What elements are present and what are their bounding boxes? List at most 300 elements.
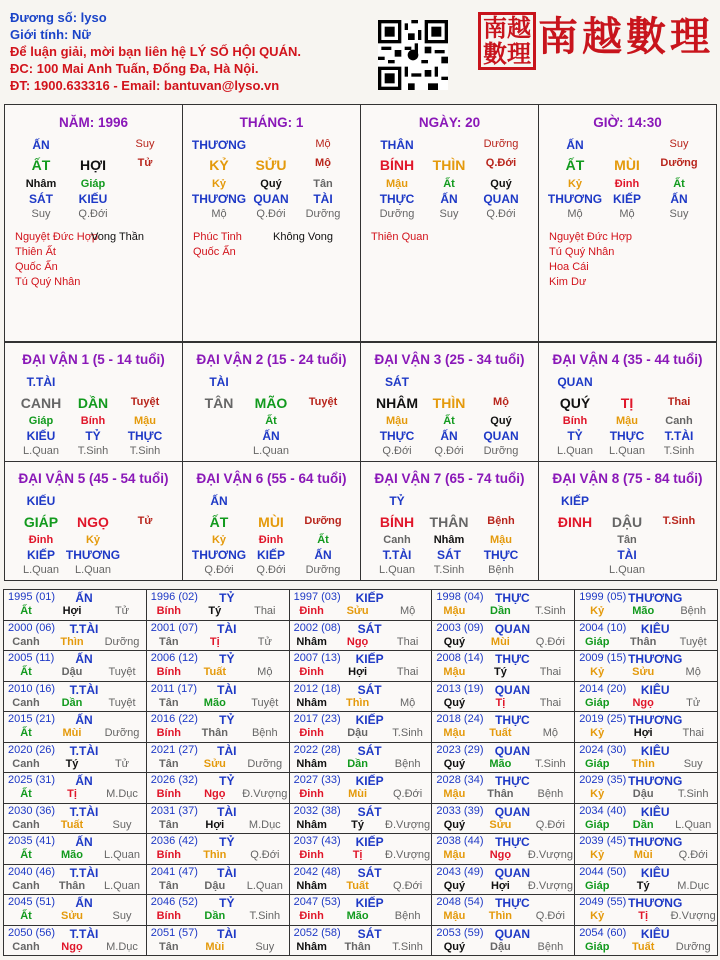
year-god: ẤN bbox=[75, 713, 93, 727]
year-cell bbox=[574, 894, 718, 926]
year-stage: Tuyệt bbox=[251, 696, 279, 709]
year-stem: Tân bbox=[159, 635, 179, 648]
star-item: Tú Quý Nhân bbox=[549, 246, 615, 258]
year-stem: Nhâm bbox=[296, 879, 327, 892]
year-branch: Dậu bbox=[204, 879, 226, 892]
pillar-stem: BÍNH bbox=[379, 157, 415, 173]
year-god: T.TÀI bbox=[69, 926, 99, 941]
year-god: TỶ bbox=[219, 896, 235, 910]
hidden-stem: Quý bbox=[490, 415, 512, 427]
hidden-stage: L.Quan bbox=[22, 564, 60, 576]
year-branch: Dần bbox=[204, 910, 226, 922]
year-stem: Kỷ bbox=[590, 910, 605, 922]
pillar-branch: SỬU bbox=[255, 157, 287, 173]
year-branch: Tuất bbox=[203, 666, 226, 678]
year-branch: Mùi bbox=[633, 849, 653, 861]
year-cell bbox=[3, 711, 147, 743]
year-cell bbox=[574, 650, 718, 682]
dai-van-title: ĐẠI VẬN 1 (5 - 14 tuổi) bbox=[22, 352, 165, 367]
year-stem: Tân bbox=[159, 696, 179, 709]
year-branch: Tuất bbox=[60, 818, 84, 831]
year-cell bbox=[574, 620, 718, 652]
qr-code-icon bbox=[378, 20, 448, 90]
year-label: 2016 (22) bbox=[150, 713, 198, 725]
year-god: THƯƠNG bbox=[628, 774, 683, 788]
pillar-title: THÁNG: 1 bbox=[239, 115, 304, 130]
year-stage: L.Quan bbox=[675, 818, 712, 831]
pillar-branch: MÙI bbox=[614, 157, 640, 173]
year-label: 2028 (34) bbox=[436, 774, 484, 786]
year-stem: Quý bbox=[443, 635, 466, 648]
year-god: KIẾP bbox=[355, 591, 384, 605]
hidden-stage: Suy bbox=[669, 208, 689, 220]
year-stage: Q.Đới bbox=[392, 788, 423, 800]
hidden-stem: Tân bbox=[313, 178, 333, 190]
year-god: THƯƠNG bbox=[628, 652, 683, 666]
year-cell bbox=[574, 681, 718, 713]
hidden-stage: L.Quan bbox=[556, 445, 594, 457]
year-stage: Q.Đới bbox=[535, 818, 565, 831]
hidden-stem: Ất bbox=[443, 178, 455, 190]
year-god: ẤN bbox=[75, 774, 93, 788]
year-label: 2017 (23) bbox=[293, 713, 341, 725]
year-branch: Tý bbox=[636, 879, 650, 892]
year-label: 2030 (36) bbox=[8, 804, 56, 817]
year-god: TỶ bbox=[219, 591, 235, 605]
year-stage: Tuyệt bbox=[679, 635, 707, 648]
year-branch: Tị bbox=[495, 696, 506, 709]
hidden-god: T.TÀI bbox=[664, 429, 694, 443]
star-item: Quốc Ấn bbox=[15, 261, 58, 273]
year-label: 2019 (25) bbox=[579, 713, 627, 725]
hidden-stage: L.Quan bbox=[608, 445, 646, 457]
year-god: THƯƠNG bbox=[628, 835, 683, 849]
brand-logo: 南越數理 bbox=[538, 13, 714, 60]
year-branch: Ngọ bbox=[204, 788, 226, 800]
year-stage: Mộ bbox=[399, 696, 416, 709]
pillar-stem-god: THÂN bbox=[380, 138, 414, 152]
hidden-god: THỰC bbox=[483, 548, 519, 562]
hidden-stage: Mộ bbox=[619, 208, 635, 220]
year-label: 2033 (39) bbox=[436, 804, 484, 817]
dai-van-god: QUAN bbox=[557, 375, 593, 389]
hidden-stage: T.Sinh bbox=[663, 445, 695, 457]
year-stage: Thai bbox=[396, 666, 419, 678]
year-god: KIÊU bbox=[640, 743, 670, 758]
year-stem: Kỷ bbox=[590, 849, 605, 861]
pillar-box bbox=[182, 104, 361, 342]
year-branch: Tị bbox=[209, 635, 220, 648]
year-god: KIÊU bbox=[640, 865, 670, 880]
star-item: Vong Thần bbox=[91, 231, 145, 243]
year-branch: Dậu bbox=[347, 727, 368, 739]
dai-van-box bbox=[538, 461, 717, 581]
year-branch: Tuất bbox=[631, 940, 655, 953]
year-stem: Tân bbox=[159, 818, 179, 831]
year-label: 2003 (09) bbox=[436, 621, 484, 634]
year-label: 2052 (58) bbox=[293, 926, 341, 939]
year-stem: Quý bbox=[443, 818, 466, 831]
year-label: 2000 (06) bbox=[8, 621, 56, 634]
hidden-stem: Quý bbox=[490, 178, 512, 190]
owner-name: Đương số: lyso bbox=[10, 10, 107, 25]
pillar-box bbox=[4, 104, 183, 342]
year-branch: Mùi bbox=[490, 635, 510, 648]
hidden-stem: Kỷ bbox=[85, 534, 101, 546]
year-branch: Sửu bbox=[489, 818, 512, 831]
hidden-stage: T.Sinh bbox=[433, 564, 465, 576]
hidden-god: THỰC bbox=[379, 192, 415, 206]
year-stage: Đ.Vượng bbox=[527, 879, 573, 892]
year-label: 2047 (53) bbox=[293, 896, 341, 908]
year-cell bbox=[431, 772, 575, 804]
hidden-stage: Dưỡng bbox=[483, 445, 519, 457]
year-stem: Mậu bbox=[443, 849, 466, 861]
hidden-stage: L.Quan bbox=[22, 445, 60, 457]
year-stage: Mộ bbox=[542, 727, 559, 739]
dai-van-stem: BÍNH bbox=[379, 514, 415, 530]
year-stage: Thai bbox=[396, 635, 419, 648]
pillar-box bbox=[360, 104, 539, 342]
year-label: 2008 (14) bbox=[436, 652, 484, 664]
star-item: Không Vong bbox=[273, 231, 333, 243]
year-stage: Suy bbox=[255, 940, 275, 953]
year-stage: Đ.Vượng bbox=[670, 910, 716, 922]
year-stage: Suy bbox=[112, 818, 132, 831]
year-stem: Nhâm bbox=[296, 696, 327, 709]
dai-van-box bbox=[360, 461, 539, 581]
year-cell bbox=[3, 589, 147, 621]
year-stage: Thai bbox=[682, 727, 704, 739]
hidden-stage: Dưỡng bbox=[379, 208, 415, 220]
year-label: 2051 (57) bbox=[150, 926, 198, 939]
year-stem: Quý bbox=[443, 940, 466, 953]
dai-van-box bbox=[4, 461, 183, 581]
year-cell bbox=[3, 925, 147, 957]
year-stem: Canh bbox=[12, 879, 40, 892]
year-god: THỰC bbox=[495, 835, 530, 849]
year-stem: Tân bbox=[159, 757, 179, 770]
year-god: THƯƠNG bbox=[628, 591, 683, 605]
year-cell bbox=[431, 711, 575, 743]
address: ĐC: 100 Mai Anh Tuấn, Đống Đa, Hà Nội. bbox=[10, 61, 259, 76]
year-label: 2049 (55) bbox=[579, 896, 627, 908]
year-label: 2015 (21) bbox=[8, 713, 56, 725]
year-label: 2014 (20) bbox=[579, 682, 627, 695]
year-branch: Sửu bbox=[60, 910, 84, 922]
year-label: 2013 (19) bbox=[436, 682, 484, 695]
hidden-stem: Nhâm bbox=[433, 534, 465, 546]
year-label: 2007 (13) bbox=[293, 652, 341, 664]
year-branch: Hợi bbox=[633, 727, 653, 739]
year-label: 2010 (16) bbox=[8, 682, 56, 695]
hidden-stem: Bính bbox=[80, 415, 106, 427]
hidden-god: TỶ bbox=[567, 429, 583, 443]
year-god: SÁT bbox=[357, 621, 382, 636]
hidden-stem: Ất bbox=[673, 178, 685, 190]
year-stage: Mộ bbox=[257, 666, 273, 678]
hidden-stage: Q.Đới bbox=[204, 564, 234, 576]
hidden-stage: L.Quan bbox=[378, 564, 416, 576]
year-branch: Thìn bbox=[60, 635, 84, 648]
year-label: 2002 (08) bbox=[293, 621, 341, 634]
pillar-branch-stage: Mộ bbox=[315, 157, 331, 169]
year-stem: Giáp bbox=[584, 635, 610, 648]
dai-van-title: ĐẠI VẬN 8 (75 - 84 tuổi) bbox=[552, 471, 703, 486]
year-label: 2005 (11) bbox=[8, 652, 55, 664]
year-stage: L.Quan bbox=[246, 879, 283, 892]
year-god: T.TÀI bbox=[69, 682, 99, 697]
year-label: 1996 (02) bbox=[150, 591, 198, 603]
year-cell bbox=[289, 589, 433, 621]
year-cell bbox=[146, 925, 290, 957]
year-label: 2042 (48) bbox=[293, 865, 341, 878]
year-god: SÁT bbox=[357, 804, 382, 819]
hidden-stage: T.Sinh bbox=[77, 445, 109, 457]
year-label: 2046 (52) bbox=[150, 896, 198, 908]
year-cell bbox=[146, 772, 290, 804]
dai-van-branch: TỊ bbox=[620, 395, 634, 411]
year-label: 2026 (32) bbox=[150, 774, 198, 786]
hidden-god: THỰC bbox=[379, 429, 415, 443]
pillar-title: GIỜ: 14:30 bbox=[593, 115, 662, 130]
hidden-stem: Mậu bbox=[386, 178, 408, 190]
pillar-branch-stage: Dưỡng bbox=[660, 157, 698, 169]
year-stem: Quý bbox=[443, 757, 466, 770]
year-stage: Mộ bbox=[399, 605, 416, 617]
year-god: TỶ bbox=[219, 835, 235, 849]
annual-luck-grid bbox=[3, 589, 717, 955]
pillar-stem-stage: Dưỡng bbox=[483, 138, 519, 150]
year-label: 2035 (41) bbox=[8, 835, 56, 847]
year-branch: Dậu bbox=[632, 788, 654, 800]
year-cell bbox=[431, 864, 575, 896]
year-cell bbox=[289, 742, 433, 774]
year-cell bbox=[146, 589, 290, 621]
year-cell bbox=[574, 711, 718, 743]
star-item: Quốc Ấn bbox=[193, 246, 236, 258]
year-god: TỶ bbox=[219, 713, 235, 727]
hidden-god: ẤN bbox=[440, 429, 458, 443]
year-branch: Sửu bbox=[632, 666, 655, 678]
dai-van-stage: Tử bbox=[137, 515, 153, 527]
hidden-stem: Đinh bbox=[614, 178, 640, 190]
dai-van-branch: DẬU bbox=[611, 514, 643, 530]
year-god: ẤN bbox=[75, 652, 93, 666]
dai-van-stem: NHÂM bbox=[376, 395, 418, 411]
year-branch: Hợi bbox=[205, 818, 225, 831]
year-branch: Ngọ bbox=[489, 849, 512, 861]
year-god: T.TÀI bbox=[69, 865, 99, 880]
year-god: QUAN bbox=[494, 621, 531, 636]
dai-van-branch: DẦN bbox=[77, 395, 109, 411]
year-god: KIẾP bbox=[355, 652, 384, 666]
pillar-branch: HỢI bbox=[80, 157, 106, 173]
year-stage: Đ.Vượng bbox=[385, 818, 431, 831]
year-stem: Đinh bbox=[299, 605, 324, 617]
pillar-stem-god: ẤN bbox=[566, 138, 584, 152]
hidden-stem: Ất bbox=[317, 534, 329, 546]
year-god: SÁT bbox=[357, 865, 382, 880]
hidden-stem: Mậu bbox=[490, 534, 512, 546]
year-stem: Bính bbox=[156, 849, 182, 861]
year-stage: Suy bbox=[112, 910, 132, 922]
year-cell bbox=[289, 711, 433, 743]
year-god: ẤN bbox=[75, 835, 93, 849]
year-branch: Mùi bbox=[348, 788, 368, 800]
dai-van-god: TÀI bbox=[209, 375, 229, 389]
year-stage: Bệnh bbox=[680, 605, 707, 617]
year-cell bbox=[146, 742, 290, 774]
year-label: 2041 (47) bbox=[150, 865, 198, 878]
year-stage: Q.Đới bbox=[535, 910, 565, 922]
hidden-stem: Đinh bbox=[258, 534, 284, 546]
pillar-stem-stage: Suy bbox=[669, 138, 689, 150]
year-stage: Q.Đới bbox=[250, 849, 280, 861]
year-god: QUAN bbox=[494, 743, 531, 758]
hidden-stem: Canh bbox=[665, 415, 693, 427]
year-cell bbox=[289, 772, 433, 804]
seal-logo: 南 越 數 理 bbox=[478, 12, 536, 70]
hidden-stage: Dưỡng bbox=[305, 208, 341, 220]
year-god: THỰC bbox=[495, 652, 530, 666]
star-item: Kim Dư bbox=[549, 276, 587, 288]
year-cell bbox=[146, 864, 290, 896]
year-cell bbox=[146, 650, 290, 682]
year-label: 2027 (33) bbox=[293, 774, 341, 786]
hidden-stem: Ất bbox=[265, 415, 277, 427]
year-label: 2020 (26) bbox=[8, 743, 56, 756]
year-cell bbox=[289, 864, 433, 896]
year-stage: Thai bbox=[539, 696, 562, 709]
year-god: ẤN bbox=[75, 896, 93, 910]
hidden-stem: Canh bbox=[383, 534, 411, 546]
hidden-god: THỰC bbox=[127, 429, 163, 443]
dai-van-title: ĐẠI VẬN 6 (55 - 64 tuổi) bbox=[196, 471, 347, 486]
year-cell bbox=[146, 894, 290, 926]
year-cell bbox=[3, 681, 147, 713]
hidden-god: THƯƠNG bbox=[547, 192, 603, 206]
year-branch: Mão bbox=[203, 696, 226, 709]
year-god: THỰC bbox=[495, 713, 530, 727]
hidden-stem: Bính bbox=[562, 415, 588, 427]
year-branch: Tý bbox=[351, 818, 365, 831]
year-god: T.TÀI bbox=[69, 804, 99, 819]
contact-note: Để luận giải, mời bạn liên hệ LÝ SỐ HỘI QUÁN. bbox=[10, 44, 301, 59]
year-stage: T.Sinh bbox=[392, 727, 423, 739]
year-stem: Canh bbox=[12, 635, 40, 648]
year-stem: Nhâm bbox=[296, 940, 327, 953]
year-god: KIÊU bbox=[640, 682, 670, 697]
year-stem: Bính bbox=[156, 605, 182, 617]
year-branch: Tị bbox=[638, 910, 649, 922]
year-god: QUAN bbox=[494, 804, 531, 819]
year-god: KIÊU bbox=[640, 804, 670, 819]
hidden-stage: Q.Đới bbox=[78, 208, 108, 220]
dai-van-title: ĐẠI VẬN 2 (15 - 24 tuổi) bbox=[196, 352, 347, 367]
year-stage: Đ.Vượng bbox=[242, 788, 288, 800]
year-cell bbox=[289, 925, 433, 957]
year-stage: Mộ bbox=[685, 666, 701, 678]
year-stage: Bệnh bbox=[394, 757, 421, 770]
dai-van-box bbox=[538, 342, 717, 462]
year-label: 2031 (37) bbox=[150, 804, 198, 817]
dai-van-stage: Tuyệt bbox=[308, 396, 338, 408]
dai-van-branch: MÙI bbox=[258, 514, 284, 530]
hidden-stage: Q.Đới bbox=[256, 564, 286, 576]
year-god: SÁT bbox=[357, 743, 382, 758]
year-god: TÀI bbox=[217, 621, 237, 636]
pillar-stem: ẤT bbox=[565, 157, 585, 173]
hidden-god: SÁT bbox=[29, 192, 53, 206]
dai-van-title: ĐẠI VẬN 4 (35 - 44 tuổi) bbox=[552, 352, 703, 367]
year-stage: Bệnh bbox=[394, 910, 421, 922]
pillar-branch-stage: Tử bbox=[137, 157, 153, 169]
pillar-title: NGÀY: 20 bbox=[418, 115, 481, 130]
dai-van-title: ĐẠI VẬN 7 (65 - 74 tuổi) bbox=[374, 471, 525, 486]
hidden-god: THƯƠNG bbox=[191, 548, 247, 562]
dai-van-stem: GIÁP bbox=[23, 514, 59, 530]
year-label: 2001 (07) bbox=[150, 621, 198, 634]
year-god: KIẾP bbox=[355, 774, 384, 788]
year-stage: T.Sinh bbox=[535, 757, 566, 770]
pillar-box bbox=[538, 104, 717, 342]
pillar-stem-stage: Suy bbox=[135, 138, 155, 150]
year-cell bbox=[289, 894, 433, 926]
hidden-stem: Giáp bbox=[28, 415, 54, 427]
year-cell bbox=[574, 589, 718, 621]
hidden-god: TÀI bbox=[617, 548, 637, 562]
dai-van-title: ĐẠI VẬN 3 (25 - 34 tuổi) bbox=[374, 352, 525, 367]
year-god: TỶ bbox=[219, 652, 235, 666]
year-label: 2037 (43) bbox=[293, 835, 341, 847]
year-branch: Thìn bbox=[488, 910, 512, 922]
year-branch: Sửu bbox=[346, 605, 369, 617]
year-branch: Thân bbox=[487, 788, 514, 800]
year-stage: Bệnh bbox=[251, 727, 278, 739]
year-cell bbox=[3, 833, 147, 865]
hidden-stem: Giáp bbox=[80, 178, 106, 190]
hidden-god: ẤN bbox=[262, 429, 280, 443]
year-god: T.TÀI bbox=[69, 621, 99, 636]
year-stem: Giáp bbox=[584, 757, 610, 770]
hidden-stem: Kỷ bbox=[567, 178, 583, 190]
year-stage: T.Sinh bbox=[392, 940, 423, 953]
year-label: 2023 (29) bbox=[436, 743, 484, 756]
year-stage: Đ.Vượng bbox=[527, 849, 573, 861]
year-branch: Thân bbox=[58, 879, 86, 892]
pillar-branch: THÌN bbox=[432, 157, 466, 173]
dai-van-box bbox=[182, 342, 361, 462]
year-stem: Nhâm bbox=[296, 635, 327, 648]
star-item: Nguyệt Đức Hợp bbox=[15, 231, 99, 243]
dai-van-god: KIẾU bbox=[26, 494, 56, 508]
year-label: 2048 (54) bbox=[436, 896, 484, 908]
year-label: 2039 (45) bbox=[579, 835, 627, 847]
year-god: TỶ bbox=[219, 774, 235, 788]
dai-van-stage: Mộ bbox=[493, 396, 509, 408]
year-stem: Kỷ bbox=[590, 666, 605, 678]
dai-van-stage: Dưỡng bbox=[304, 515, 342, 527]
year-god: QUAN bbox=[494, 926, 531, 941]
year-stem: Bính bbox=[156, 910, 182, 922]
star-item: Thiên Quan bbox=[371, 231, 429, 243]
year-label: 1999 (05) bbox=[579, 591, 627, 603]
year-stem: Mậu bbox=[443, 910, 466, 922]
dai-van-god: TỶ bbox=[389, 494, 405, 508]
year-god: KIẾP bbox=[355, 896, 384, 910]
year-stem: Kỷ bbox=[590, 605, 605, 617]
